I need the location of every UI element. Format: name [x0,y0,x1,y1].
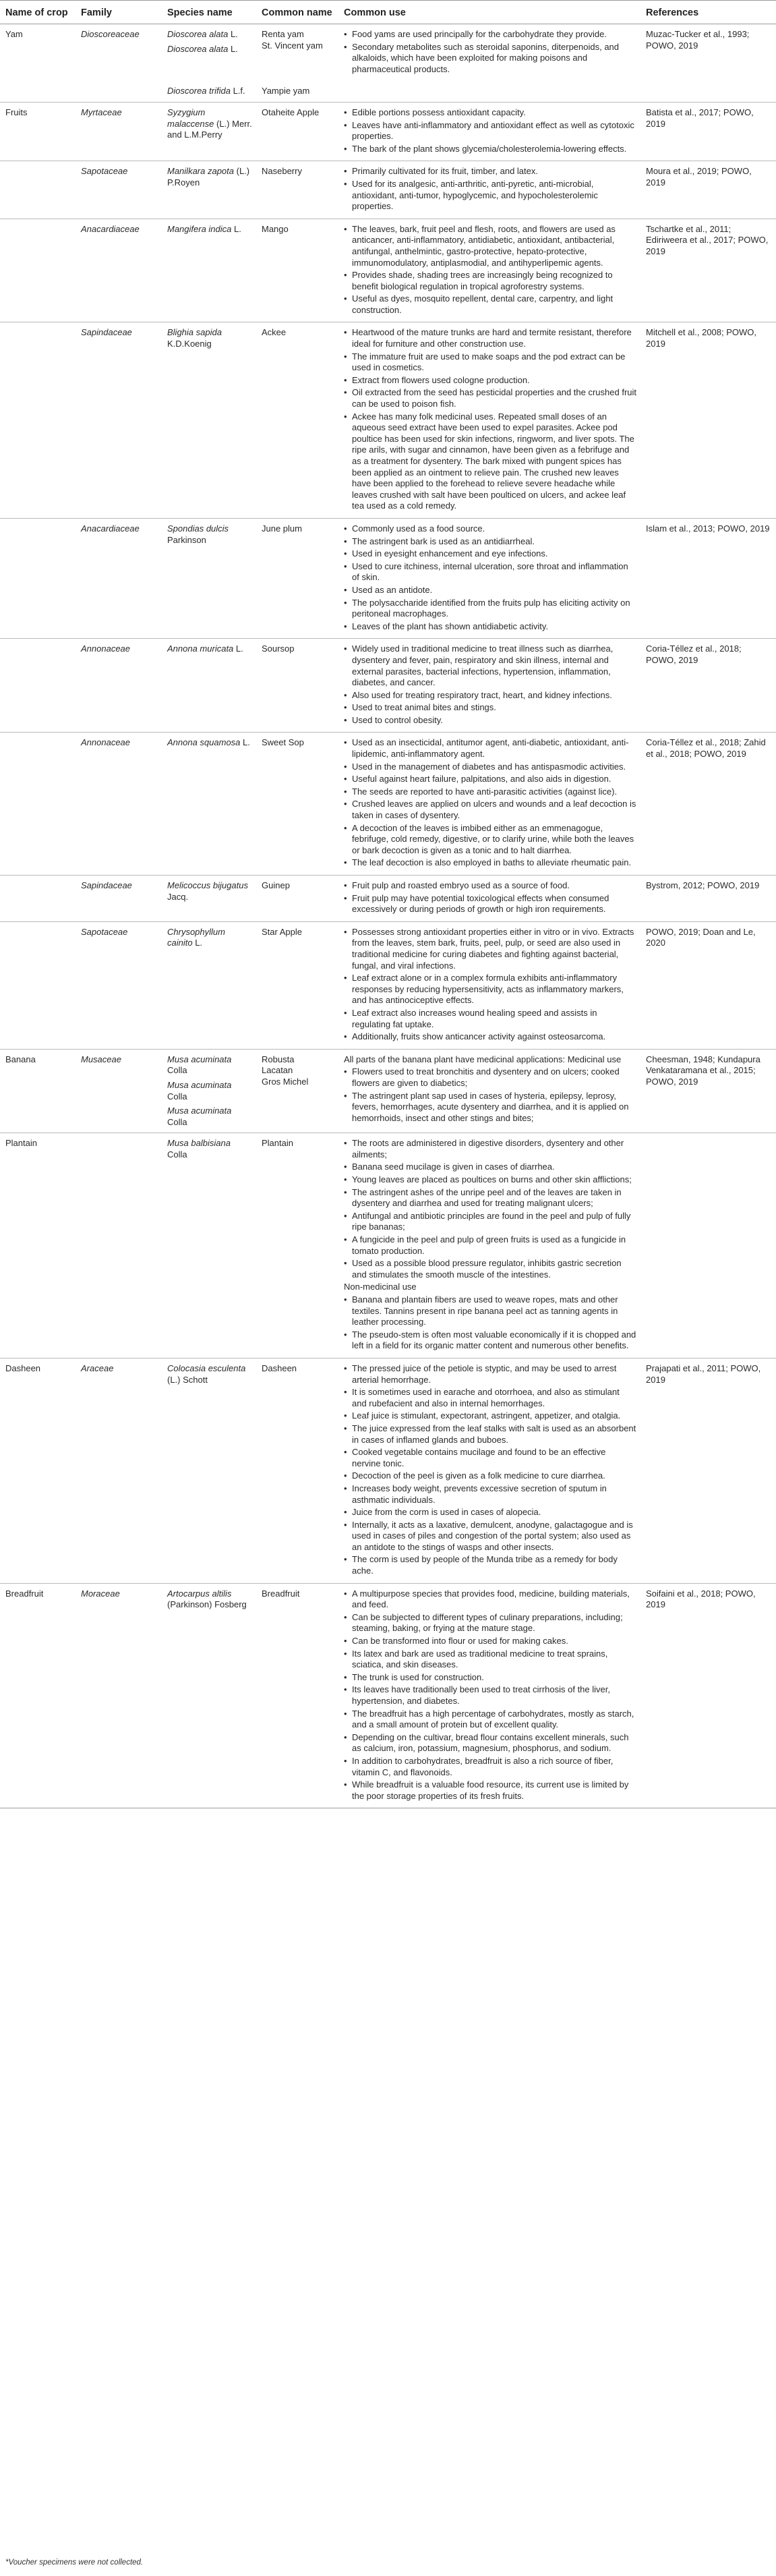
table-row [0,1133,776,1358]
species-name: Dioscorea trifida [167,86,231,96]
species-name: Spondias dulcis [167,523,229,534]
use-item: • Useful against heart failure, palpitations, and also aids in digestion. [344,774,636,785]
common-use-cell [338,219,640,322]
use-item: • Used as an insecticidal, antitumor agent, anti-diabetic, antioxidant, anti-lipidemic, anti-inflammatory agent. [344,737,636,760]
common-name: Mango [262,223,289,234]
species-name: Manilkara zapota [167,166,234,177]
crop-name-cell [0,518,76,638]
family-cell [76,81,162,102]
species-name: Dioscorea alata [167,43,229,54]
common-use-cell [338,322,640,519]
use-item: • Juice from the corm is used in cases of alopecia. [344,1507,636,1518]
use-item: • Fruit pulp and roasted embryo used as a source of food. [344,880,636,892]
species-name: Musa acuminata [167,1079,232,1090]
use-item: • The polysaccharide identified from the fruits pulp has eliciting activity on peritoneal macrophages. [344,598,636,620]
common-name-cell [256,24,338,82]
use-list [344,29,636,75]
use-item: • Increases body weight, prevents excessive secretion of sputum in asthmatic individuals. [344,1483,636,1506]
header-crop: Name of crop [0,1,76,24]
common-name-cell [256,921,338,1049]
use-item: • Leaf extract alone or in a complex formula exhibits anti-inflammatory responses by reducing hypersensitivity, acts as inflammatory markers, and has antinociceptive effects. [344,973,636,1006]
use-item: • Can be transformed into flour or used for making cakes. [344,1636,636,1647]
species-author: L. [234,223,241,234]
common-use-cell [338,81,640,102]
species-name: Musa acuminata [167,1106,232,1116]
use-item: • The leaves, bark, fruit peel and flesh, roots, and flowers are used as anticancer, anti-inflammatory, antidiabetic, antioxidant, antibacterial, antifungal, anthelmintic, gastro-protective, hepato-protective, immunomodulatory, antiplasmodial, and antihyperlipemic agents. [344,224,636,268]
crop-name-cell: Breadfruit [0,1583,76,1808]
references-cell: Coria-Téllez et al., 2018; Zahid et al., 2018; POWO, 2019 [640,733,776,876]
use-item: • The seeds are reported to have anti-parasitic activities (against lice). [344,786,636,798]
species-author: L. [230,29,238,39]
species-entry [167,1106,252,1128]
use-item: • Internally, it acts as a laxative, demulcent, anodyne, galactagogue and is used in cases of piles and congestion of the portal system; also used as an antidote to the stings of wasps and other insects. [344,1520,636,1553]
species-author: L.f. [233,86,245,96]
common-name-cell [256,219,338,322]
table-row [0,1358,776,1583]
species-entry [167,107,252,141]
species-cell [162,1358,256,1583]
species-entry [167,880,252,903]
use-item: • The breadfruit has a high percentage of carbohydrates, mostly as starch, and a small amount of protein but of excellent quality. [344,1709,636,1731]
species-cell [162,24,256,82]
use-list [344,1363,636,1577]
header-family: Family [76,1,162,24]
use-item: • A decoction of the leaves is imbibed either as an emmenagogue, febrifuge, cold remedy, digestive, or to clarify urine, while both the leaves or bark decoction is given as a tonic and to halt diarrhea. [344,823,636,857]
species-cell [162,1049,256,1133]
crop-name-cell [0,81,76,102]
common-name: Renta yam [262,29,304,39]
references-cell: Mitchell et al., 2008; POWO, 2019 [640,322,776,519]
table-row [0,102,776,161]
family-cell: Araceae [76,1358,162,1583]
use-item: • The astringent plant sap used in cases of hysteria, epilepsy, leprosy, fevers, hemorrhages, acute dysentery and diarrhea, and it is applied on hemorrhoids, insect and other stings and bites; [344,1091,636,1124]
use-item: • Ackee has many folk medicinal uses. Repeated small doses of an aqueous seed extract have been used to expel parasites. Ackee pod poultice has been used for skin infections, ringworm, and liver spots. The ripe arils, with sugar and cinnamon, have been given as a febrifuge and as a treatment for dysentery. The bark mixed with pungent spices has been applied as an ointment to relieve pain. The crushed new leaves have been applied to the forehead to relieve severe headache while leaves crushed with salt have been poulticed on ulcers, and ackee leaf tea used as a cold remedy. [344,411,636,512]
use-item: • Can be subjected to different types of culinary preparations, including; steaming, baking, or frying at the mature stage. [344,1612,636,1634]
common-use-cell [338,102,640,161]
use-item: • Extract from flowers used cologne production. [344,375,636,387]
table-footnote: *Voucher specimens were not collected. [5,2558,144,2567]
use-list [344,643,636,726]
common-use-cell [338,1583,640,1808]
use-item: • Banana seed mucilage is given in cases of diarrhea. [344,1162,636,1173]
species-cell [162,219,256,322]
common-name: June plum [262,523,302,534]
use-item: • Its leaves have traditionally been used to treat cirrhosis of the liver, hypertension, and diabetes. [344,1684,636,1707]
use-item: • Commonly used as a food source. [344,523,636,535]
common-name: Guinep [262,880,290,890]
common-name-cell [256,81,338,102]
species-entry [167,1363,252,1385]
use-item: • Leaf extract also increases wound healing speed and assists in regulating fat uptake. [344,1008,636,1030]
references-cell: Coria-Téllez et al., 2018; POWO, 2019 [640,639,776,733]
use-item: • Oil extracted from the seed has pesticidal properties and the crushed fruit can be used to poison fish. [344,387,636,409]
use-item: • Leaves have anti-inflammatory and antioxidant effect as well as cytotoxic properties. [344,120,636,142]
crop-name-cell [0,639,76,733]
species-author: Jacq. [167,891,189,902]
use-item: • Edible portions possess antioxidant capacity. [344,107,636,119]
family-cell: Myrtaceae [76,102,162,161]
species-entry [167,44,252,55]
use-item: • The juice expressed from the leaf stalks with salt is used as an absorbent in cases of inflamed glands and buboes. [344,1423,636,1446]
common-name-cell [256,1583,338,1808]
species-entry [167,1080,252,1102]
common-name: Dasheen [262,1363,297,1373]
species-cell [162,921,256,1049]
common-name-cell [256,161,338,219]
species-author: Parkinson [167,534,206,545]
species-author: L. [235,643,243,654]
species-name: Annona squamosa [167,737,241,748]
family-cell: Anacardiaceae [76,219,162,322]
species-author: Colla [167,1116,187,1127]
species-cell [162,639,256,733]
species-entry [167,1138,252,1160]
use-item: • While breadfruit is a valuable food resource, its current use is limited by the poor storage properties of its fresh fruits. [344,1779,636,1802]
species-entry [167,737,252,749]
use-item: • Fruit pulp may have potential toxicological effects when consumed excessively or during periods of growth or high iron requirements. [344,893,636,915]
family-cell: Annonaceae [76,733,162,876]
common-name-cell [256,322,338,519]
species-name: Chrysophyllum cainito [167,926,225,948]
species-cell [162,161,256,219]
header-row [0,1,776,24]
common-name: Gros Michel [262,1076,309,1087]
crop-name-cell: Dasheen [0,1358,76,1583]
use-item: • Primarily cultivated for its fruit, timber, and latex. [344,166,636,177]
header-species: Species name [162,1,256,24]
header-references: References [640,1,776,24]
species-cell [162,102,256,161]
crop-name-cell: Fruits [0,102,76,161]
table-row [0,1049,776,1133]
use-list [344,1588,636,1802]
use-list [344,523,636,632]
use-item: • Depending on the cultivar, bread flour contains excellent minerals, such as calcium, iron, potassium, magnesium, phosphorus, and sodium. [344,1732,636,1754]
species-author: Colla [167,1091,187,1101]
family-cell: Sapindaceae [76,876,162,922]
use-list [344,1138,636,1352]
species-name: Musa acuminata [167,1054,232,1064]
crop-name-cell: Banana [0,1049,76,1133]
use-item: • The trunk is used for construction. [344,1672,636,1684]
species-author: K.D.Koenig [167,339,212,349]
table-body [0,24,776,1808]
common-name: Naseberry [262,166,302,177]
crop-name-cell [0,921,76,1049]
common-name: Soursop [262,643,295,654]
use-item: Non-medicinal use [344,1282,417,1292]
use-item: • Possesses strong antioxidant properties either in vitro or in vivo. Extracts from the leaves, stem bark, fruits, peel, pulp, or seed are also used in traditional medicine for curing diabetes and fighting against bacterial, fungal, and viral infections. [344,927,636,971]
references-cell: Tschartke et al., 2011; Ediriweera et al., 2017; POWO, 2019 [640,219,776,322]
use-item: • Used as an antidote. [344,585,636,596]
common-name: Sweet Sop [262,737,304,748]
references-cell: Bystrom, 2012; POWO, 2019 [640,876,776,922]
common-use-cell [338,921,640,1049]
references-cell: Moura et al., 2019; POWO, 2019 [640,161,776,219]
use-item: • The leaf decoction is also employed in baths to alleviate rheumatic pain. [344,857,636,869]
common-use-cell [338,639,640,733]
use-item: • Widely used in traditional medicine to treat illness such as diarrhea, dysentery and fever, pain, respiratory and skin illness, internal and external parasites, bacterial infections, hypertension, inflammation, diabetes, and cancer. [344,643,636,688]
references-cell: Muzac-Tucker et al., 1993; POWO, 2019 [640,24,776,82]
crop-name-cell [0,161,76,219]
common-name: Yampie yam [262,86,310,96]
references-cell: Soifaini et al., 2018; POWO, 2019 [640,1583,776,1808]
common-name-cell [256,1049,338,1133]
table-row [0,161,776,219]
common-use-cell [338,1358,640,1583]
common-use-cell [338,518,640,638]
family-cell: Anacardiaceae [76,518,162,638]
crop-name-cell: Plantain [0,1133,76,1358]
use-item: • Additionally, fruits show anticancer activity against osteosarcoma. [344,1031,636,1043]
use-list [344,224,636,316]
use-list [344,107,636,154]
use-item: • The pressed juice of the petiole is styptic, and may be used to arrest arterial hemorrhage. [344,1363,636,1385]
use-item: • The immature fruit are used to make soaps and the pod extract can be used in cosmetics. [344,351,636,374]
table-row [0,921,776,1049]
table-row [0,876,776,922]
species-name: Annona muricata [167,643,234,654]
use-list [344,166,636,212]
species-cell [162,1133,256,1358]
species-entry [167,327,252,349]
species-author: (L.) P.Royen [167,166,250,188]
species-entry [167,1054,252,1077]
references-cell: Cheesman, 1948; Kundapura Venkataramana et al., 2015; POWO, 2019 [640,1049,776,1133]
table-row [0,733,776,876]
table-row [0,518,776,638]
family-cell [76,1133,162,1358]
species-name: Mangifera indica [167,223,232,234]
table-row [0,1583,776,1808]
species-name: Dioscorea alata [167,29,229,39]
species-entry [167,224,252,235]
common-name: Breadfruit [262,1588,300,1599]
species-entry [167,523,252,546]
common-name: Robusta [262,1054,295,1064]
table-row [0,24,776,82]
common-name-cell [256,639,338,733]
species-entry [167,86,252,97]
common-name-cell [256,102,338,161]
use-item: • Flowers used to treat bronchitis and dysentery and on ulcers; cooked flowers are given to diabetics; [344,1066,636,1089]
references-cell: POWO, 2019; Doan and Le, 2020 [640,921,776,1049]
common-name: Plantain [262,1138,293,1149]
family-cell: Musaceae [76,1049,162,1133]
species-name: Artocarpus altilis [167,1588,232,1599]
species-entry [167,1588,252,1611]
family-cell: Sapotaceae [76,921,162,1049]
species-name: Blighia sapida [167,327,222,338]
use-list [344,1054,636,1124]
use-item: • Used in eyesight enhancement and eye infections. [344,548,636,560]
use-item: • Food yams are used principally for the carbohydrate they provide. [344,29,636,40]
use-item: • Secondary metabolites such as steroidal saponins, diterpenoids, and alkaloids, which have been exploited for making poisons and pharmaceutical products. [344,42,636,76]
species-cell [162,322,256,519]
use-item: • The astringent bark is used as an antidiarrheal. [344,536,636,548]
use-item: • Useful as dyes, mosquito repellent, dental care, carpentry, and light construction. [344,293,636,316]
use-item: • Banana and plantain fibers are used to weave ropes, mats and other textiles. Tannins present in ripe banana peel act as tanning agents in leather processing. [344,1294,636,1328]
use-item: All parts of the banana plant have medicinal applications: Medicinal use [344,1054,622,1064]
species-entry [167,166,252,188]
references-cell: Islam et al., 2013; POWO, 2019 [640,518,776,638]
use-item: • Used to cure itchiness, internal ulceration, sore throat and inflammation of skin. [344,561,636,583]
references-cell: Prajapati et al., 2011; POWO, 2019 [640,1358,776,1583]
common-name-cell [256,733,338,876]
header-common-name: Common name [256,1,338,24]
common-name-cell [256,1133,338,1358]
use-item: • It is sometimes used in earache and otorrhoea, and also as stimulant and rubefacient and also in internal hemorrhages. [344,1387,636,1409]
crop-name-cell: Yam [0,24,76,82]
use-item: • Cooked vegetable contains mucilage and found to be an effective nervine tonic. [344,1447,636,1469]
use-list [344,327,636,512]
use-item: • Used for its analgesic, anti-arthritic, anti-pyretic, anti-microbial, antioxidant, anti-tumor, hypoglycemic, and hypocholesterolemic properties. [344,179,636,212]
table-row [0,219,776,322]
species-author: Colla [167,1149,187,1160]
use-list [344,880,636,915]
common-name: St. Vincent yam [262,40,323,51]
crop-name-cell [0,322,76,519]
common-name: Ackee [262,327,287,338]
use-item: • Crushed leaves are applied on ulcers and wounds and a leaf decoction is taken in cases of dysentery. [344,799,636,821]
use-item: • Used to control obesity. [344,715,636,726]
species-entry [167,643,252,655]
common-name: Lacatan [262,1065,293,1076]
use-item: • Leaves of the plant has shown antidiabetic activity. [344,621,636,633]
family-cell: Sapindaceae [76,322,162,519]
species-name: Melicoccus bijugatus [167,880,248,890]
common-use-cell [338,1133,640,1358]
family-cell: Dioscoreaceae [76,24,162,82]
family-cell: Sapotaceae [76,161,162,219]
species-author: L. [230,43,238,54]
family-cell: Moraceae [76,1583,162,1808]
species-author: (L.) Merr. and L.M.Perry [167,118,252,140]
references-cell [640,81,776,102]
species-name: Colocasia esculenta [167,1363,246,1373]
common-use-cell [338,161,640,219]
crop-name-cell [0,733,76,876]
use-item: • The pseudo-stem is often most valuable economically if it is chopped and left in a field for its organic matter content and numerous other benefits. [344,1329,636,1352]
family-cell: Annonaceae [76,639,162,733]
use-item: • Leaf juice is stimulant, expectorant, astringent, appetizer, and otalgia. [344,1410,636,1422]
use-item: • Used to treat animal bites and stings. [344,702,636,714]
common-name: Star Apple [262,926,302,937]
use-item: • In addition to carbohydrates, breadfruit is also a rich source of fiber, vitamin C, and flavonoids. [344,1756,636,1778]
species-author: L. [195,938,203,948]
common-use-cell [338,24,640,82]
use-item: • The bark of the plant shows glycemia/cholesterolemia-lowering effects. [344,144,636,155]
use-item: • Antifungal and antibiotic principles are found in the peel and pulp of fully ripe bananas; [344,1211,636,1233]
use-item: • A fungicide in the peel and pulp of green fruits is used as a fungicide in tomato production. [344,1234,636,1257]
species-author: (Parkinson) Fosberg [167,1599,247,1610]
use-item: • The roots are administered in digestive disorders, dysentery and other ailments; [344,1138,636,1160]
common-name-cell [256,876,338,922]
use-item: • Also used for treating respiratory tract, heart, and kidney infections. [344,690,636,702]
references-cell: Batista et al., 2017; POWO, 2019 [640,102,776,161]
species-cell [162,876,256,922]
common-use-cell [338,1049,640,1133]
use-list [344,737,636,869]
header-common-use: Common use [338,1,640,24]
use-list [344,927,636,1043]
common-name-cell [256,518,338,638]
table-row [0,639,776,733]
species-name: Musa balbisiana [167,1138,231,1149]
common-name-cell [256,1358,338,1583]
common-use-cell [338,733,640,876]
references-cell [640,1133,776,1358]
use-item: • Provides shade, shading trees are increasingly being recognized to benefit biological regulation in tropical agroforestry systems. [344,270,636,292]
use-item: • Its latex and bark are used as traditional medicine to treat sprains, sciatica, and skin diseases. [344,1649,636,1671]
use-item: • A multipurpose species that provides food, medicine, building materials, and feed. [344,1588,636,1611]
species-name: Syzygium malaccense [167,107,214,129]
use-item: • Used as a possible blood pressure regulator, inhibits gastric secretion and stimulates the smooth muscle of the intestines. [344,1258,636,1280]
table-row [0,81,776,102]
species-author: Colla [167,1065,187,1076]
table-row [0,322,776,519]
species-entry [167,927,252,949]
species-cell [162,1583,256,1808]
species-cell [162,518,256,638]
use-item: • The corm is used by people of the Munda tribe as a remedy for body ache. [344,1554,636,1576]
common-name: Otaheite Apple [262,107,320,117]
use-item: • Used in the management of diabetes and has antispasmodic activities. [344,762,636,773]
crop-name-cell [0,876,76,922]
use-item: • Decoction of the peel is given as a folk medicine to cure diarrhea. [344,1470,636,1482]
species-author: L. [243,737,250,748]
species-cell [162,733,256,876]
use-item: • Heartwood of the mature trunks are hard and termite resistant, therefore ideal for furniture and other construction use. [344,327,636,349]
species-entry [167,29,252,40]
species-cell [162,81,256,102]
use-item: • Young leaves are placed as poultices on burns and other skin afflictions; [344,1174,636,1186]
crop-name-cell [0,219,76,322]
common-use-cell [338,876,640,922]
use-item: • The astringent ashes of the unripe peel and of the leaves are taken in dysentery and diarrhea and used for treating malignant ulcers; [344,1187,636,1209]
species-author: (L.) Schott [167,1374,208,1385]
